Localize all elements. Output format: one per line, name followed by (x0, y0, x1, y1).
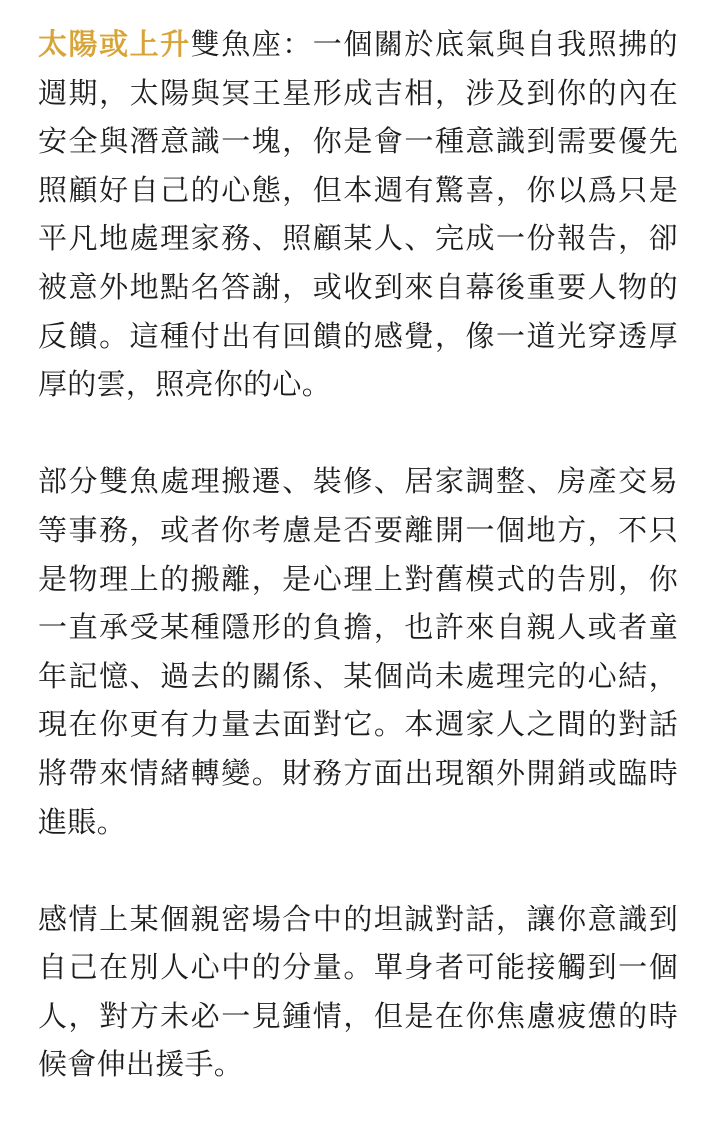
paragraph-home-family: 部分雙魚處理搬遷、裝修、居家調整、房產交易等事務，或者你考慮是否要離開一個地方，不只是物理上的搬離，是心理上對舊模式的告別，你一直承受某種隱形的負擔，也許來自親人或者童年記憶、過去的關係、某個尚未處理完的心結，現在你更有力量去面對它。本週家人之間的對話將帶來情緒轉變。財務方面出現額外開銷或臨時進賬。 (38, 464, 678, 839)
sign-category-highlight: 太陽或上升 (38, 27, 191, 61)
paragraph-text: 雙魚座：一個關於底氣與自我照拂的週期，太陽與冥王星形成吉相，涉及到你的內在安全與潛意識一塊，你是會一種意識到需要優先照顧好自己的心態，但本週有驚喜，你以爲只是平凡地處理家務、照顧某人、完成一份報告，卻被意外地點名答謝，或收到來自幕後重要人物的反饋。這種付出有回饋的感覺，像一道光穿透厚厚的雲，照亮你的心。 (38, 27, 678, 402)
horoscope-article (38, 20, 678, 1138)
paragraph-relationships: 感情上某個親密場合中的坦誠對話，讓你意識到自己在別人心中的分量。單身者可能接觸到一個人，對方未必一見鍾情，但是在你焦慮疲憊的時候會伸出援手。 (38, 901, 678, 1082)
paragraph-weekly-overview (38, 20, 678, 409)
